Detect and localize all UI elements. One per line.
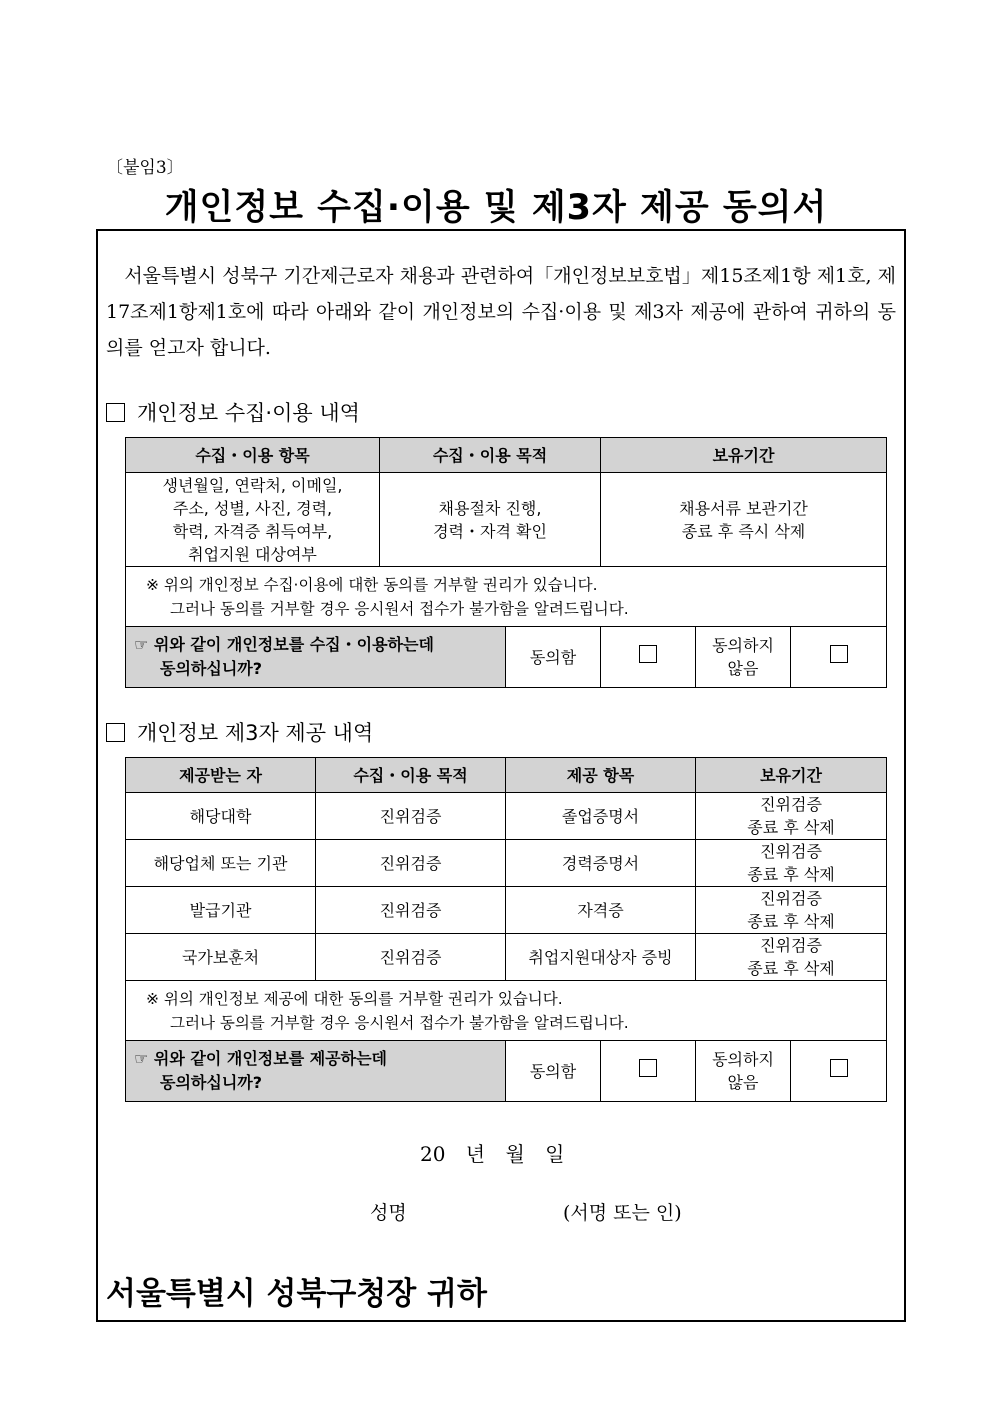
retention-cell: 채용서류 보관기간 종료 후 즉시 삭제	[601, 473, 887, 567]
recipient-cell: 국가보훈처	[126, 934, 316, 981]
purpose-cell: 진위검증	[316, 793, 506, 840]
table-row	[126, 840, 887, 887]
agree-checkbox-cell[interactable]	[601, 1041, 696, 1102]
agree-checkbox[interactable]	[639, 1059, 657, 1077]
agree-label: 동의함	[506, 1041, 601, 1102]
period-cell: 진위검증 종료 후 삭제	[696, 793, 887, 840]
agree-checkbox[interactable]	[639, 645, 657, 663]
square-bullet-icon	[106, 723, 125, 742]
purpose-cell: 진위검증	[316, 934, 506, 981]
purpose-cell: 채용절차 진행, 경력・자격 확인	[380, 473, 601, 567]
item-cell: 졸업증명서	[506, 793, 696, 840]
col-header-period: 보유기간	[696, 758, 887, 793]
name-label: 성명	[370, 1202, 407, 1224]
consent-question: ☞ 위와 같이 개인정보를 제공하는데 동의하십니까?	[126, 1041, 506, 1102]
attachment-label: 〔붙임3〕	[106, 158, 184, 178]
item-cell: 자격증	[506, 887, 696, 934]
date-line: 20 년 월 일	[420, 1142, 565, 1166]
third-party-table	[125, 757, 887, 1102]
document-title: 개인정보 수집·이용 및 제3자 제공 동의서	[164, 188, 828, 228]
section1-heading: 개인정보 수집·이용 내역	[106, 397, 360, 427]
agree-checkbox-cell[interactable]	[601, 627, 696, 688]
col-header-recipient: 제공받는 자	[126, 758, 316, 793]
recipient-line: 서울특별시 성북구청장 귀하	[106, 1276, 487, 1312]
refusal-notice: ※ 위의 개인정보 수집·이용에 대한 동의를 거부할 권리가 있습니다. 그러나 동의를 거부할 경우 응시원서 접수가 불가함을 알려드립니다.	[126, 567, 887, 627]
collected-items-cell: 생년월일, 연락처, 이메일, 주소, 성별, 사진, 경력, 학력, 자격증 취득여부, 취업지원 대상여부	[126, 473, 380, 567]
intro-paragraph: 서울특별시 성북구 기간제근로자 채용과 관련하여「개인정보보호법」제15조제1항 제1호, 제17조제1항제1호에 따라 아래와 같이 개인정보의 수집·이용 및 제3자 제공에 관하여 귀하의 동의를 얻고자 합니다.	[106, 265, 896, 359]
disagree-label: 동의하지 않음	[696, 627, 791, 688]
table-row	[126, 934, 887, 981]
square-bullet-icon	[106, 403, 125, 422]
col-header-purpose: 수집・이용 목적	[380, 438, 601, 473]
disagree-checkbox[interactable]	[830, 1059, 848, 1077]
disagree-checkbox-cell[interactable]	[791, 627, 887, 688]
section2-heading: 개인정보 제3자 제공 내역	[106, 717, 373, 747]
col-header-provided-items: 제공 항목	[506, 758, 696, 793]
disagree-label: 동의하지 않음	[696, 1041, 791, 1102]
purpose-cell: 진위검증	[316, 887, 506, 934]
period-cell: 진위검증 종료 후 삭제	[696, 887, 887, 934]
period-cell: 진위검증 종료 후 삭제	[696, 840, 887, 887]
table-row	[126, 887, 887, 934]
recipient-cell: 해당대학	[126, 793, 316, 840]
item-cell: 경력증명서	[506, 840, 696, 887]
col-header-period: 보유기간	[601, 438, 887, 473]
disagree-checkbox-cell[interactable]	[791, 1041, 887, 1102]
refusal-notice: ※ 위의 개인정보 제공에 대한 동의를 거부할 권리가 있습니다. 그러나 동의를 거부할 경우 응시원서 접수가 불가함을 알려드립니다.	[126, 981, 887, 1041]
recipient-cell: 해당업체 또는 기관	[126, 840, 316, 887]
period-cell: 진위검증 종료 후 삭제	[696, 934, 887, 981]
collection-use-table	[125, 437, 887, 688]
col-header-items: 수집・이용 항목	[126, 438, 380, 473]
disagree-checkbox[interactable]	[830, 645, 848, 663]
purpose-cell: 진위검증	[316, 840, 506, 887]
consent-question: ☞ 위와 같이 개인정보를 수집・이용하는데 동의하십니까?	[126, 627, 506, 688]
agree-label: 동의함	[506, 627, 601, 688]
signature-label: (서명 또는 인)	[563, 1202, 682, 1224]
recipient-cell: 발급기관	[126, 887, 316, 934]
table-row	[126, 793, 887, 840]
col-header-purpose: 수집・이용 목적	[316, 758, 506, 793]
item-cell: 취업지원대상자 증빙	[506, 934, 696, 981]
